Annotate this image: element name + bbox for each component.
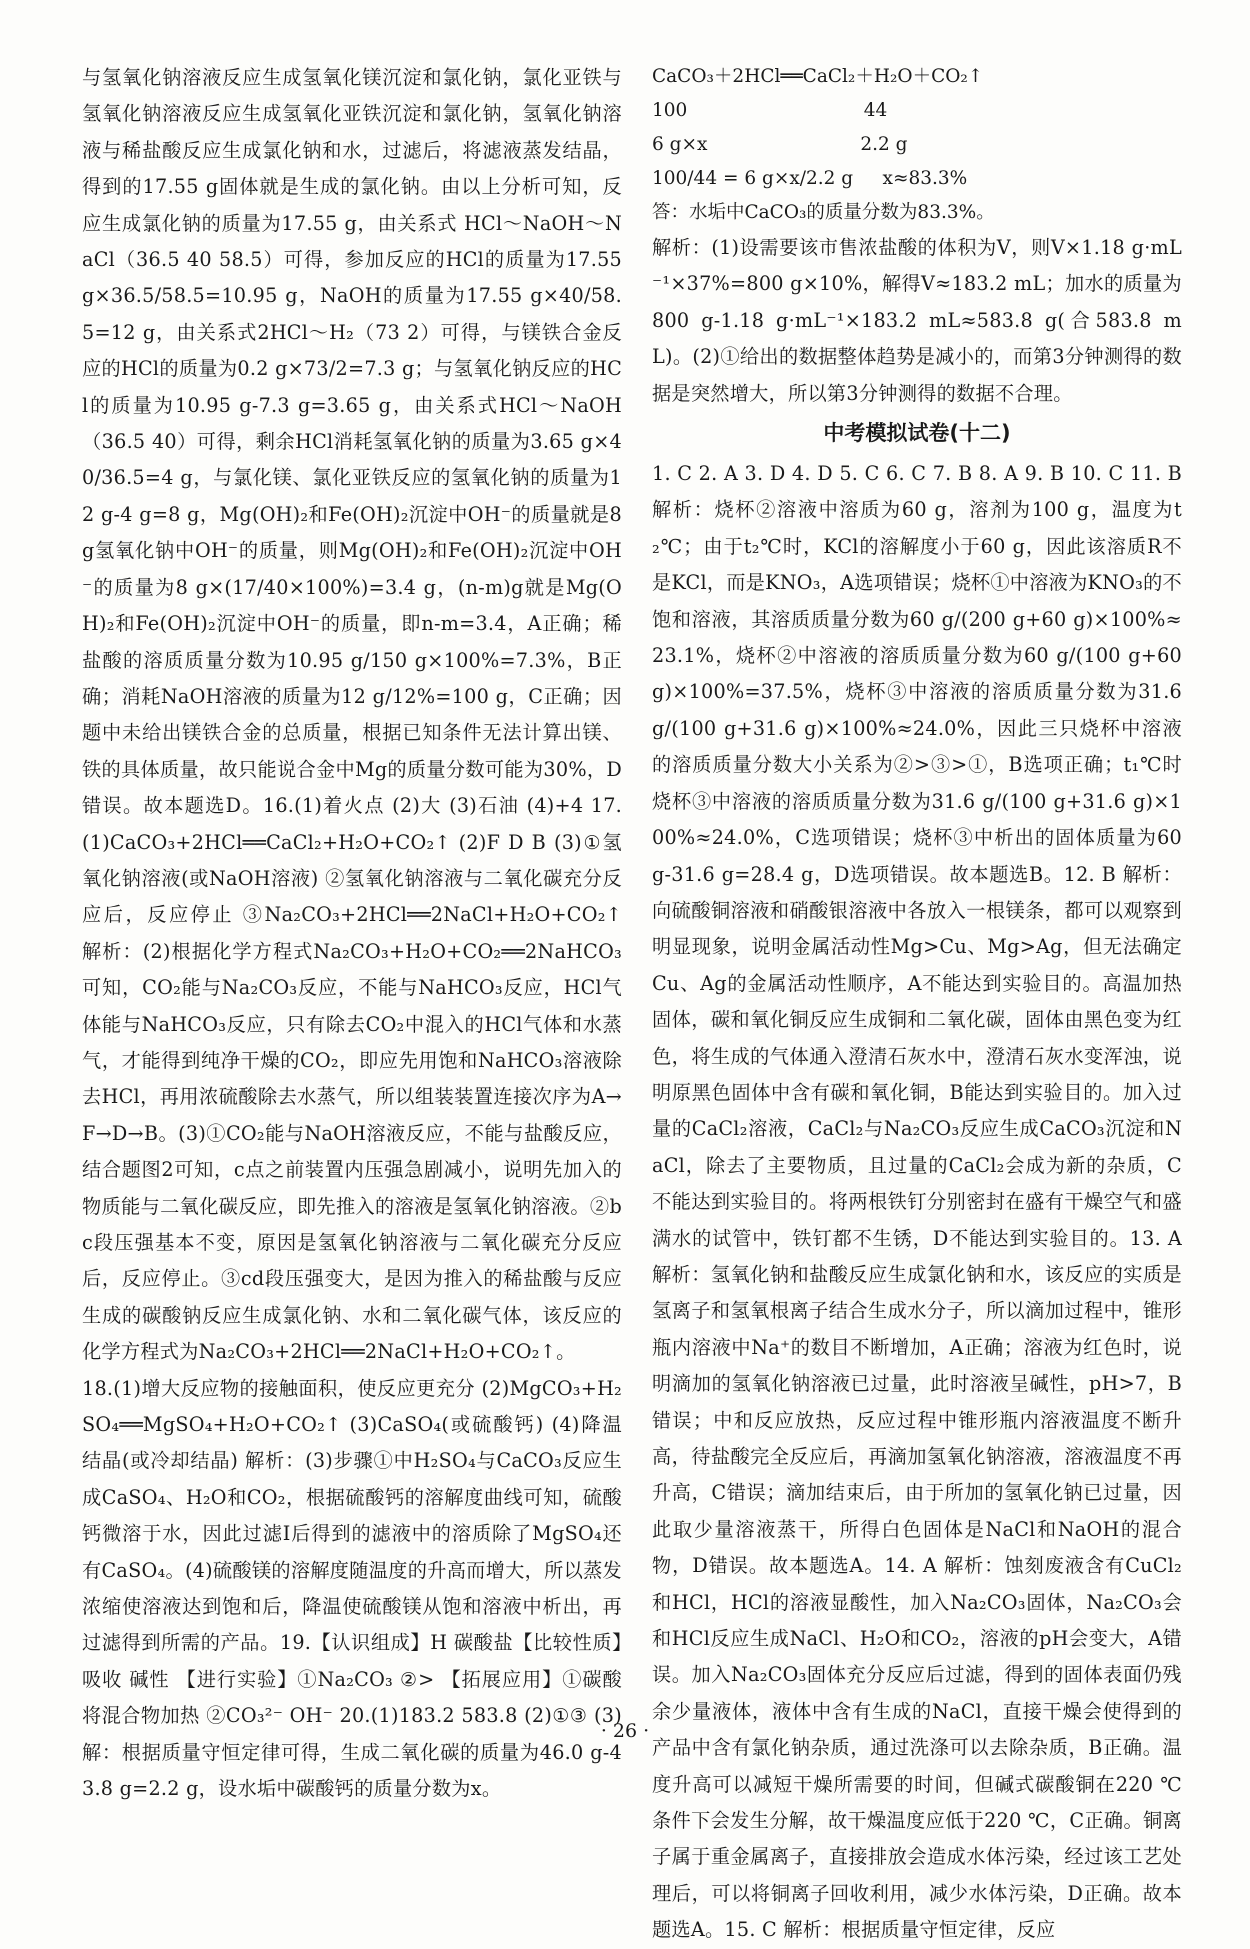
equation-line: 答：水垢中CaCO₃的质量分数为83.3%。 <box>652 202 995 223</box>
left-paragraph-1: 与氢氧化钠溶液反应生成氢氧化镁沉淀和氯化钠，氯化亚铁与氢氧化钠溶液反应生成氢氧化亚铁沉淀和氯化钠，氢氧化钠溶液与稀盐酸反应生成氯化钠和水，过滤后，将滤液蒸发结晶，得到的17.55 g固体就是生成的氯化钠。由以上分析可知，反应生成氯化钠的质量为17.55 g，由关系式 HCl～NaOH～NaCl（36.5 40 58.5）可得，参加反应的HCl的质量为17.55 g×36.5/58.5=10.95 g，NaOH的质量为17.55 g×40/58.5=12 g，由关系式2HCl～H₂（73 2）可得，与镁铁合金反应的HCl的质量为0.2 g×73/2=7.3 g；与氢氧化钠反应的HCl的质量为10.95 g-7.3 g=3.65 g，由关系式HCl～NaOH（36.5 40）可得，剩余HCl消耗氢氧化钠的质量为3.65 g×40/36.5=4 g，与氯化镁、氯化亚铁反应的氢氧化钠的质量为12 g-4 g=8 g，Mg(OH)₂和Fe(OH)₂沉淀中OH⁻的质量就是8 g氢氧化钠中OH⁻的质量，则Mg(OH)₂和Fe(OH)₂沉淀中OH⁻的质量为8 g×(17/40×100%)=3.4 g，(n-m)g就是Mg(OH)₂和Fe(OH)₂沉淀中OH⁻的质量，即n-m=3.4，A正确；稀盐酸的溶质质量分数为10.95 g/150 g×100%=7.3%，B正确；消耗NaOH溶液的质量为12 g/12%=100 g，C正确；因题中未给出镁铁合金的总质量，根据已知条件无法计算出镁、铁的具体质量，故只能说合金中Mg的质量分数可能为30%，D错误。故本题选D。16.(1)着火点 (2)大 (3)石油 (4)+4 17.(1)CaCO₃+2HCl══CaCl₂+H₂O+CO₂↑ (2)F D B (3)①氢氧化钠溶液(或NaOH溶液) ②氢氧化钠溶液与二氧化碳充分反应后，反应停止 ③Na₂CO₃+2HCl══2NaCl+H₂O+CO₂↑ 解析：(2)根据化学方程式Na₂CO₃+H₂O+CO₂══2NaHCO₃可知，CO₂能与Na₂CO₃反应，不能与NaHCO₃反应，HCl气体能与NaHCO₃反应，只有除去CO₂中混入的HCl气体和水蒸气，才能得到纯净干燥的CO₂，即应先用饱和NaHCO₃溶液除去HCl，再用浓硫酸除去水蒸气，所以组装装置连接次序为A→F→D→B。(3)①CO₂能与NaOH溶液反应，不能与盐酸反应，结合题图2可知，c点之前装置内压强急剧减小，说明先加入的物质能与二氧化碳反应，即先推入的溶液是氢氧化钠溶液。②bc段压强基本不变，原因是氢氧化钠溶液与二氧化碳充分反应后，反应停止。③cd段压强变大，是因为推入的稀盐酸与反应生成的碳酸钠反应生成氯化钠、水和二氧化碳气体，该反应的化学方程式为Na₂CO₃+2HCl══2NaCl+H₂O+CO₂↑。 <box>82 66 622 1364</box>
left-paragraph-2: 18.(1)增大反应物的接触面积，使反应更充分 (2)MgCO₃+H₂SO₄══MgSO₄+H₂O+CO₂↑ (3)CaSO₄(或硫酸钙) (4)降温结晶(或冷却结晶) 解析：(3)步骤①中H₂SO₄与CaCO₃反应生成CaSO₄、H₂O和CO₂，根据硫酸钙的溶解度曲线可知，硫酸钙微溶于水，因此过滤Ⅰ后得到的滤液中的溶质除了MgSO₄还有CaSO₄。(4)硫酸镁的溶解度随温度的升高而增大，所以蒸发浓缩使溶液达到饱和后，降温使硫酸镁从饱和溶液中析出，再过滤得到所需的产品。19.【认识组成】H 碳酸盐【比较性质】吸收 碱性 【进行实验】①Na₂CO₃ ②> 【拓展应用】①碳酸 将混合物加热 ②CO₃²⁻ OH⁻ 20.(1)183.2 583.8 (2)①③ (3)解：根据质量守恒定律可得，生成二氧化碳的质量为46.0 g-43.8 g=2.2 g，设水垢中碳酸钙的质量分数为x。 <box>82 1376 622 1801</box>
answers-paragraph: 1. C 2. A 3. D 4. D 5. C 6. C 7. B 8. A 9. B 10. C 11. B 解析：烧杯②溶液中溶质为60 g，溶剂为100 g，温度为t₂℃；由于t₂℃时，KCl的溶解度小于60 g，因此该溶质R不是KCl，而是KNO₃，A选项错误；烧杯①中溶液为KNO₃的不饱和溶液，其溶质质量分数为60 g/(200 g+60 g)×100%≈23.1%，烧杯②中溶液的溶质质量分数为60 g/(100 g+60 g)×100%=37.5%，烧杯③中溶液的溶质质量分数为31.6 g/(100 g+31.6 g)×100%≈24.0%，因此三只烧杯中溶液的溶质质量分数大小关系为②>③>①，B选项正确；t₁℃时烧杯③中溶液的溶质质量分数为31.6 g/(100 g+31.6 g)×100%≈24.0%，C选项错误；烧杯③中析出的固体质量为60 g-31.6 g=28.4 g，D选项错误。故本题选B。12. B 解析：向硫酸铜溶液和硝酸银溶液中各放入一根镁条，都可以观察到明显现象，说明金属活动性Mg>Cu、Mg>Ag，但无法确定Cu、Ag的金属活动性顺序，A不能达到实验目的。高温加热固体，碳和氧化铜反应生成铜和二氧化碳，固体由黑色变为红色，将生成的气体通入澄清石灰水中，澄清石灰水变浑浊，说明原黑色固体中含有碳和氧化铜，B能达到实验目的。加入过量的CaCl₂溶液，CaCl₂与Na₂CO₃反应生成CaCO₃沉淀和NaCl，除去了主要物质，且过量的CaCl₂会成为新的杂质，C不能达到实验目的。将两根铁钉分别密封在盛有干燥空气和盛满水的试管中，铁钉都不生锈，D不能达到实验目的。13. A 解析：氢氧化钠和盐酸反应生成氯化钠和水，该反应的实质是氢离子和氢氧根离子结合生成水分子，所以滴加过程中，锥形瓶内溶液中Na⁺的数目不断增加，A正确；溶液为红色时，说明滴加的氢氧化钠溶液已过量，此时溶液呈碱性，pH>7，B错误；中和反应放热，反应过程中锥形瓶内溶液温度不断升高，待盐酸完全反应后，再滴加氢氧化钠溶液，溶液温度不再升高，C错误；滴加结束后，由于所加的氢氧化钠已过量，因此取少量溶液蒸干，所得白色固体是NaCl和NaOH的混合物，D错误。故本题选A。14. A 解析：蚀刻废液含有CuCl₂和HCl，HCl的溶液显酸性，加入Na₂CO₃固体，Na₂CO₃会和HCl反应生成NaCl、H₂O和CO₂，溶液的pH会变大，A错误。加入Na₂CO₃固体充分反应后过滤，得到的固体表面仍残余少量液体，液体中含有生成的NaCl，直接干燥会使得到的产品中含有氯化钠杂质，通过洗涤可以去除杂质，B正确。温度升高可以减短干燥所需要的时间，但碱式碳酸铜在220 ℃条件下会发生分解，故干燥温度应低于220 ℃，C正确。铜离子属于重金属离子，直接排放会造成水体污染，经过该工艺处理后，可以将铜离子回收利用，减少水体污染，D正确。故本题选A。15. C 解析：根据质量守恒定律，反应 <box>652 462 1182 1942</box>
equation-line: 100 44 <box>652 100 888 121</box>
analysis-paragraph: 解析：(1)设需要该市售浓盐酸的体积为V，则V×1.18 g·mL⁻¹×37%=800 g×10%，解得V≈183.2 mL；加水的质量为800 g-1.18 g·mL⁻¹×183.2 mL≈583.8 g(合583.8 mL)。(2)①给出的数据整体趋势是减小的，而第3分钟测得的数据是突然增大，所以第3分钟测得的数据不合理。 <box>652 236 1182 405</box>
page-number: · 26 · <box>600 1720 650 1742</box>
right-column <box>652 60 1182 1949</box>
section-title: 中考模拟试卷(十二) <box>823 421 1011 446</box>
equation-line: CaCO₃＋2HCl══CaCl₂＋H₂O＋CO₂↑ <box>652 66 984 87</box>
equation-line: 6 g×x 2.2 g <box>652 134 908 155</box>
left-column <box>82 60 622 1808</box>
equation-line: 100/44 = 6 g×x/2.2 g x≈83.3% <box>652 168 968 189</box>
